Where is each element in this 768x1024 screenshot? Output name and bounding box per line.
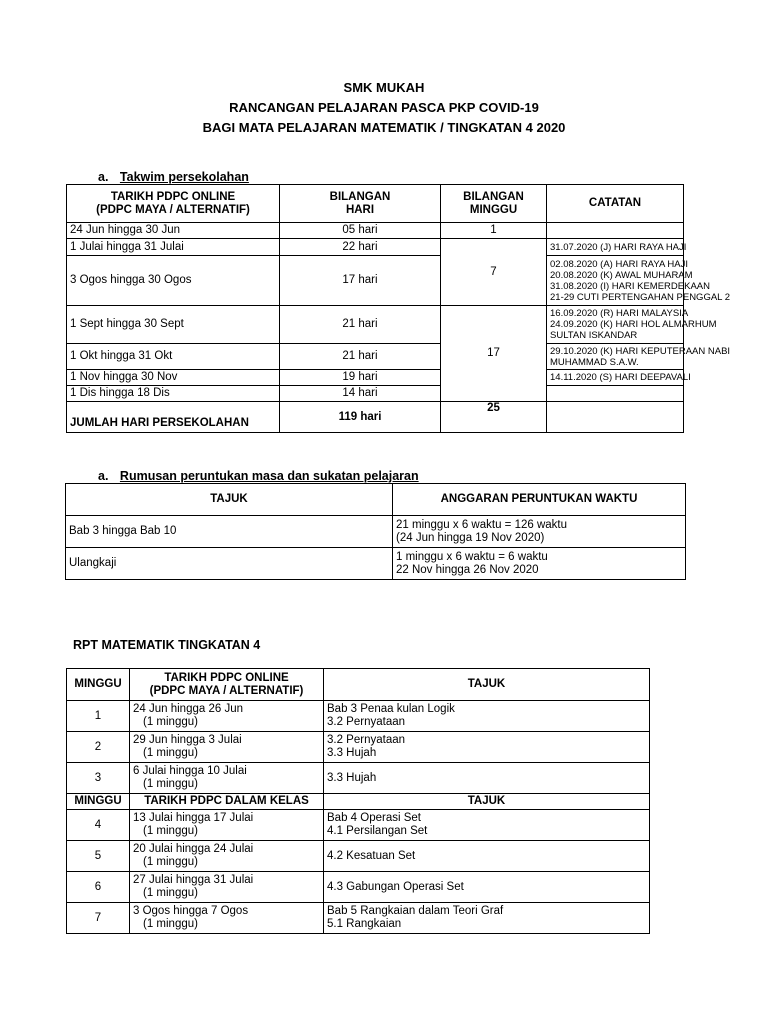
table-cell-catatan: 29.10.2020 (K) HARI KEPUTERAAN NABI MUHAMMAD S.A.W. — [547, 344, 684, 370]
table-cell-minggu: 1 — [441, 223, 547, 239]
table-cell-minggu: 7 — [441, 239, 547, 306]
table-cell-minggu: 6 — [67, 872, 130, 903]
table-cell-tajuk: 3.2 Pernyataan 3.3 Hujah — [324, 732, 650, 763]
table-cell-tarikh: 3 Ogos hingga 30 Ogos — [67, 256, 280, 306]
table-cell-tarikh: 1 Julai hingga 31 Julai — [67, 239, 280, 256]
table-cell-catatan — [547, 402, 684, 433]
table-cell-tajuk: Ulangkaji — [66, 548, 393, 580]
rumusan-table — [65, 483, 686, 580]
table-cell-tarikh: 13 Julai hingga 17 Julai (1 minggu) — [130, 810, 324, 841]
table-cell-minggu: 1 — [67, 701, 130, 732]
table-cell-tarikh: 29 Jun hingga 3 Julai (1 minggu) — [130, 732, 324, 763]
table-cell-hari: 14 hari — [280, 386, 441, 402]
table-cell-tarikh: 6 Julai hingga 10 Julai (1 minggu) — [130, 763, 324, 794]
table-cell-minggu: 2 — [67, 732, 130, 763]
table-cell-hari: 05 hari — [280, 223, 441, 239]
col-header-tarikh: TARIKH PDPC ONLINE (PDPC MAYA / ALTERNATIF) — [67, 185, 280, 223]
table-cell-hari: 22 hari — [280, 239, 441, 256]
table-cell-tarikh: 27 Julai hingga 31 Julai (1 minggu) — [130, 872, 324, 903]
rpt-title: RPT MATEMATIK TINGKATAN 4 — [73, 638, 261, 652]
col-header-catatan: CATATAN — [547, 185, 684, 223]
section-letter: a. — [98, 170, 109, 184]
total-label: JUMLAH HARI PERSEKOLAHAN — [67, 402, 280, 433]
rpt-table — [66, 668, 650, 934]
table-cell-catatan: 31.07.2020 (J) HARI RAYA HAJI — [547, 239, 684, 256]
section-takwim-heading — [98, 170, 249, 184]
table-cell-tajuk: Bab 3 hingga Bab 10 — [66, 516, 393, 548]
table-cell-tajuk: Bab 4 Operasi Set 4.1 Persilangan Set — [324, 810, 650, 841]
col-header-anggaran: ANGGARAN PERUNTUKAN WAKTU — [393, 484, 686, 516]
table-cell-tajuk: 4.3 Gabungan Operasi Set — [324, 872, 650, 903]
section-letter: a. — [98, 469, 109, 483]
table-cell-catatan — [547, 386, 684, 402]
col-header-tarikh-kelas: TARIKH PDPC DALAM KELAS — [130, 794, 324, 810]
table-cell-catatan: 14.11.2020 (S) HARI DEEPAVALI — [547, 370, 684, 386]
table-cell-tajuk: 3.3 Hujah — [324, 763, 650, 794]
table-cell-hari: 17 hari — [280, 256, 441, 306]
col-header-bilangan-minggu: BILANGAN MINGGU — [441, 185, 547, 223]
table-cell-hari: 21 hari — [280, 306, 441, 344]
table-cell-minggu: 4 — [67, 810, 130, 841]
doc-title-school: SMK MUKAH — [343, 80, 425, 95]
table-cell-tarikh: 1 Nov hingga 30 Nov — [67, 370, 280, 386]
col-header-tajuk: TAJUK — [324, 669, 650, 701]
col-header-tajuk: TAJUK — [324, 794, 650, 810]
col-header-tajuk: TAJUK — [66, 484, 393, 516]
table-cell-tajuk: 4.2 Kesatuan Set — [324, 841, 650, 872]
doc-title-subject: BAGI MATA PELAJARAN MATEMATIK / TINGKATAN 4 2020 — [202, 120, 566, 135]
takwim-table — [66, 184, 731, 433]
table-cell-tarikh: 1 Sept hingga 30 Sept — [67, 306, 280, 344]
section-title: Takwim persekolahan — [119, 170, 249, 184]
table-cell-minggu: 3 — [67, 763, 130, 794]
table-cell-tajuk: Bab 3 Penaa kulan Logik 3.2 Pernyataan — [324, 701, 650, 732]
col-header-minggu: MINGGU — [67, 794, 130, 810]
table-cell-tarikh: 1 Dis hingga 18 Dis — [67, 386, 280, 402]
table-cell-tajuk: Bab 5 Rangkaian dalam Teori Graf 5.1 Rangkaian — [324, 903, 650, 934]
total-hari: 119 hari — [280, 402, 441, 433]
table-cell-tarikh: 3 Ogos hingga 7 Ogos (1 minggu) — [130, 903, 324, 934]
total-minggu: 25 — [441, 402, 547, 433]
col-header-tarikh-online: TARIKH PDPC ONLINE (PDPC MAYA / ALTERNATIF) — [130, 669, 324, 701]
doc-title-plan: RANCANGAN PELAJARAN PASCA PKP COVID-19 — [229, 100, 539, 115]
table-cell-catatan: 16.09.2020 (R) HARI MALAYSIA 24.09.2020 (K) HARI HOL ALMARHUM SULTAN ISKANDAR — [547, 306, 684, 344]
section-title: Rumusan peruntukan masa dan sukatan pelajaran — [119, 469, 419, 483]
table-cell-hari: 19 hari — [280, 370, 441, 386]
table-cell-catatan — [547, 223, 684, 239]
section-rumusan-heading — [98, 469, 419, 483]
table-cell-tarikh: 1 Okt hingga 31 Okt — [67, 344, 280, 370]
table-cell-minggu: 7 — [67, 903, 130, 934]
table-cell-tarikh: 20 Julai hingga 24 Julai (1 minggu) — [130, 841, 324, 872]
table-cell-anggaran: 21 minggu x 6 waktu = 126 waktu (24 Jun hingga 19 Nov 2020) — [393, 516, 686, 548]
table-cell-anggaran: 1 minggu x 6 waktu = 6 waktu 22 Nov hingga 26 Nov 2020 — [393, 548, 686, 580]
table-cell-hari: 21 hari — [280, 344, 441, 370]
table-cell-tarikh: 24 Jun hingga 26 Jun (1 minggu) — [130, 701, 324, 732]
col-header-minggu: MINGGU — [67, 669, 130, 701]
table-cell-minggu: 17 — [441, 306, 547, 402]
table-cell-tarikh: 24 Jun hingga 30 Jun — [67, 223, 280, 239]
table-cell-minggu: 5 — [67, 841, 130, 872]
table-cell-catatan: 02.08.2020 (A) HARI RAYA HAJI 20.08.2020 (K) AWAL MUHARAM 31.08.2020 (I) HARI KEMERDEKAAN 21-29 CUTI PERTENGAHAN PENGGAL 2 — [547, 256, 684, 306]
col-header-bilangan-hari: BILANGAN HARI — [280, 185, 441, 223]
